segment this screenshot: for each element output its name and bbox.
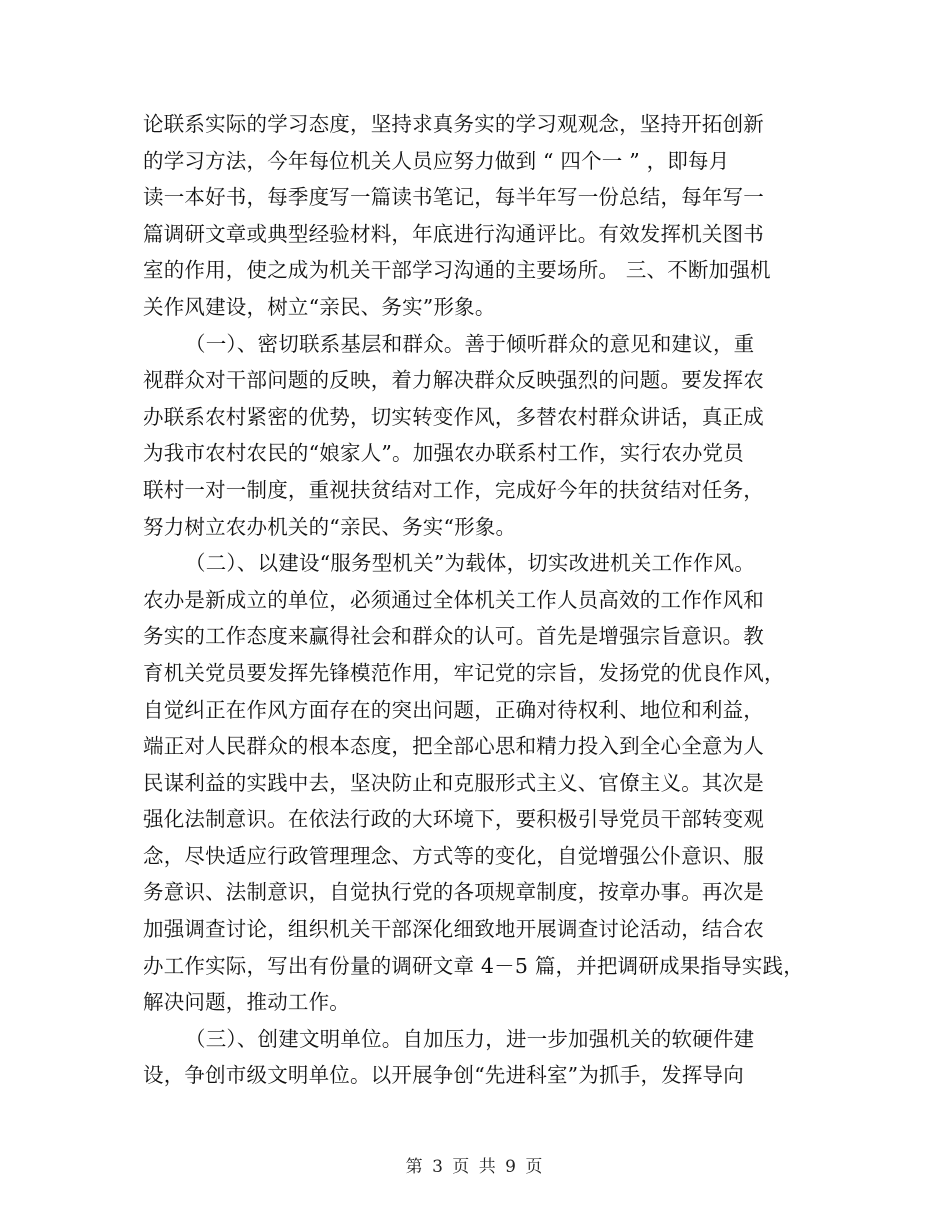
text-line: 务意识、法制意识，自觉执行党的各项规章制度，按章办事。再次是 (143, 880, 764, 905)
text-line: 室的作用，使之成为机关干部学习沟通的主要场所。 三、不断加强机 (143, 258, 771, 283)
paragraph-start-line: （二）、以建设“服务型机关”为载体，切实改进机关工作作风。 (185, 551, 756, 576)
text-line: 关作风建设，树立“亲民、务实”形象。 (143, 294, 496, 319)
text-line: 农办是新成立的单位，必须通过全体机关工作人员高效的工作作风和 (143, 587, 764, 612)
text-line: 办联系农村紧密的优势，切实转变作风，多替农村群众讲话，真正成 (143, 404, 764, 429)
text-line: 篇调研文章或典型经验材料，年底进行沟通评比。有效发挥机关图书 (143, 221, 764, 246)
paragraph-start-line: （三）、创建文明单位。自加压力，进一步加强机关的软硬件建 (185, 1026, 755, 1051)
text-line: 解决问题，推动工作。 (143, 990, 350, 1015)
text-line: 的学习方法，今年每位机关人员应努力做到 “ 四个一 ” ，即每月 (143, 148, 730, 173)
text-line: 务实的工作态度来赢得社会和群众的认可。首先是增强宗旨意识。教 (143, 624, 764, 649)
text-line: 努力树立农办机关的“亲民、务实“形象。 (143, 514, 517, 539)
text-line: 民谋利益的实践中去，坚决防止和克服形式主义、官僚主义。其次是 (143, 770, 764, 795)
text-line: 端正对人民群众的根本态度，把全部心思和精力投入到全心全意为人 (143, 734, 764, 759)
text-line: 念，尽快适应行政管理理念、方式等的变化，自觉增强公仆意识、服 (143, 843, 764, 868)
paragraph-start-line: （一）、密切联系基层和群众。善于倾听群众的意见和建议，重 (185, 331, 755, 356)
text-line: 办工作实际，写出有份量的调研文章 4－5 篇，并把调研成果指导实践， (143, 953, 804, 978)
text-line: 自觉纠正在作风方面存在的突出问题，正确对待权利、地位和利益， (143, 697, 764, 722)
text-line: 论联系实际的学习态度，坚持求真务实的学习观观念，坚持开拓创新 (143, 112, 764, 136)
text-line: 设，争创市级文明单位。以开展争创“先进科室”为抓手，发挥导向 (143, 1063, 744, 1088)
text-line: 读一本好书，每季度写一篇读书笔记，每半年写一份总结，每年写一 (143, 185, 764, 210)
text-line: 强化法制意识。在依法行政的大环境下，要积极引导党员干部转变观 (143, 807, 764, 832)
text-line: 育机关党员要发挥先锋模范作用，牢记党的宗旨，发扬党的优良作风， (143, 660, 785, 685)
text-line: 联村一对一制度，重视扶贫结对工作，完成好今年的扶贫结对任务， (143, 477, 764, 502)
text-line: 加强调查讨论，组织机关干部深化细致地开展调查讨论活动，结合农 (143, 917, 764, 942)
page-number: 第 3 页 共 9 页 (405, 1157, 545, 1177)
text-line: 视群众对干部问题的反映，着力解决群众反映强烈的问题。要发挥农 (143, 368, 764, 393)
body-text (143, 106, 815, 1094)
text-line: 为我市农村农民的“娘家人”。加强农办联系村工作，实行农办党员 (143, 441, 744, 466)
